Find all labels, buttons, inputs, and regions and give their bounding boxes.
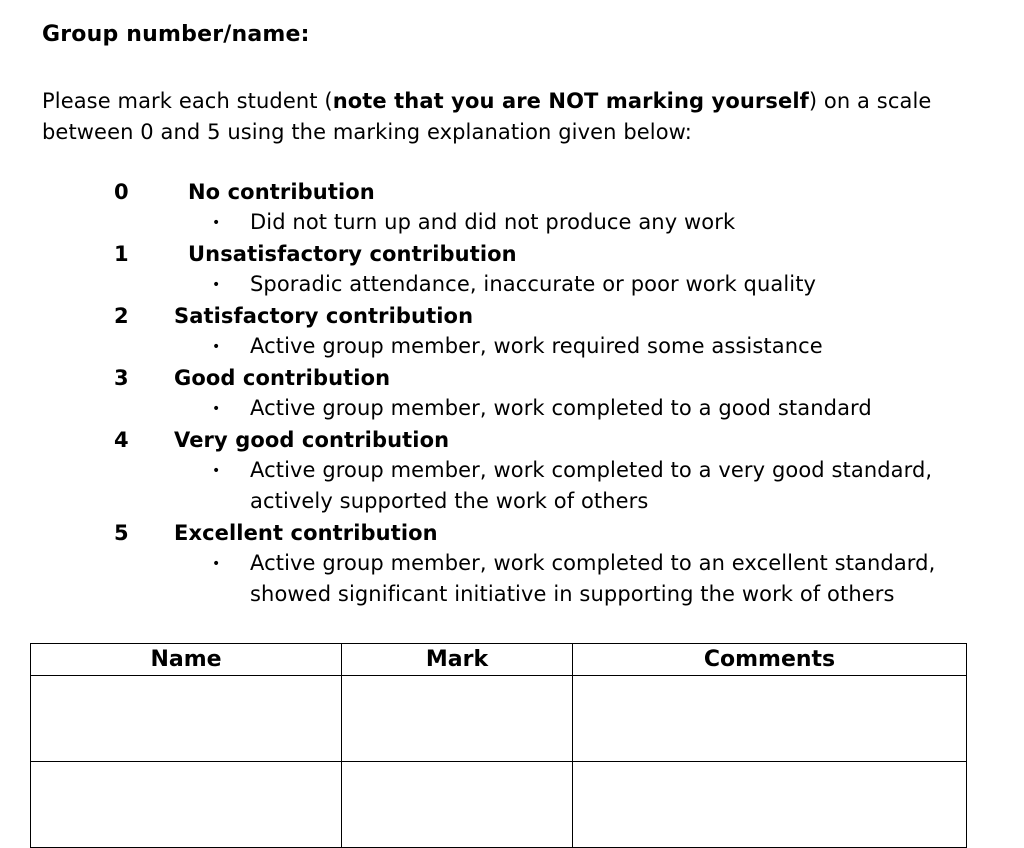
scale-number: 3 (114, 366, 129, 390)
comments-cell[interactable] (573, 762, 967, 848)
table-row (31, 762, 967, 848)
mark-cell[interactable] (342, 676, 573, 762)
marks-table (30, 643, 967, 848)
scale-number: 0 (114, 180, 129, 204)
bullet-icon: • (212, 401, 221, 417)
scale-description: Active group member, work completed to a very good standard, (250, 458, 933, 482)
mark-cell[interactable] (342, 762, 573, 848)
bullet-icon: • (212, 215, 221, 231)
name-cell[interactable] (31, 762, 342, 848)
scale-number: 1 (114, 242, 129, 266)
comments-cell[interactable] (573, 676, 967, 762)
table-header-row (31, 644, 967, 676)
scale-number: 2 (114, 304, 129, 328)
scale-number: 5 (114, 521, 129, 545)
name-cell[interactable] (31, 676, 342, 762)
bullet-icon: • (212, 463, 221, 479)
scale-description-continued: actively supported the work of others (250, 489, 649, 513)
scale-number: 4 (114, 428, 129, 452)
scale-title: Satisfactory contribution (174, 304, 474, 328)
scale-description: Sporadic attendance, inaccurate or poor work quality (250, 272, 817, 296)
instructions-text-start: Please mark each student ( (42, 89, 333, 113)
scale-title: Unsatisfactory contribution (188, 242, 517, 266)
group-heading: Group number/name: (42, 22, 310, 47)
scale-title: No contribution (188, 180, 375, 204)
instructions-paragraph (42, 86, 1002, 148)
instructions-emphasis: note that you are NOT marking yourself (332, 89, 809, 113)
instructions-text-end: ) on a scale between 0 and 5 using the marking explanation given below: (42, 89, 932, 144)
bullet-icon: • (212, 339, 221, 355)
bullet-icon: • (212, 277, 221, 293)
scale-description: Did not turn up and did not produce any work (250, 210, 736, 234)
column-header-name: Name (31, 644, 342, 676)
scale-description-continued: showed significant initiative in supporting the work of others (250, 582, 895, 606)
scale-title: Excellent contribution (174, 521, 438, 545)
bullet-icon: • (212, 556, 221, 572)
column-header-mark: Mark (342, 644, 573, 676)
scale-description: Active group member, work required some assistance (250, 334, 823, 358)
table-row (31, 676, 967, 762)
column-header-comments: Comments (573, 644, 967, 676)
scale-description: Active group member, work completed to a good standard (250, 396, 872, 420)
scale-title: Very good contribution (174, 428, 450, 452)
scale-description: Active group member, work completed to an excellent standard, (250, 551, 936, 575)
scale-title: Good contribution (174, 366, 391, 390)
